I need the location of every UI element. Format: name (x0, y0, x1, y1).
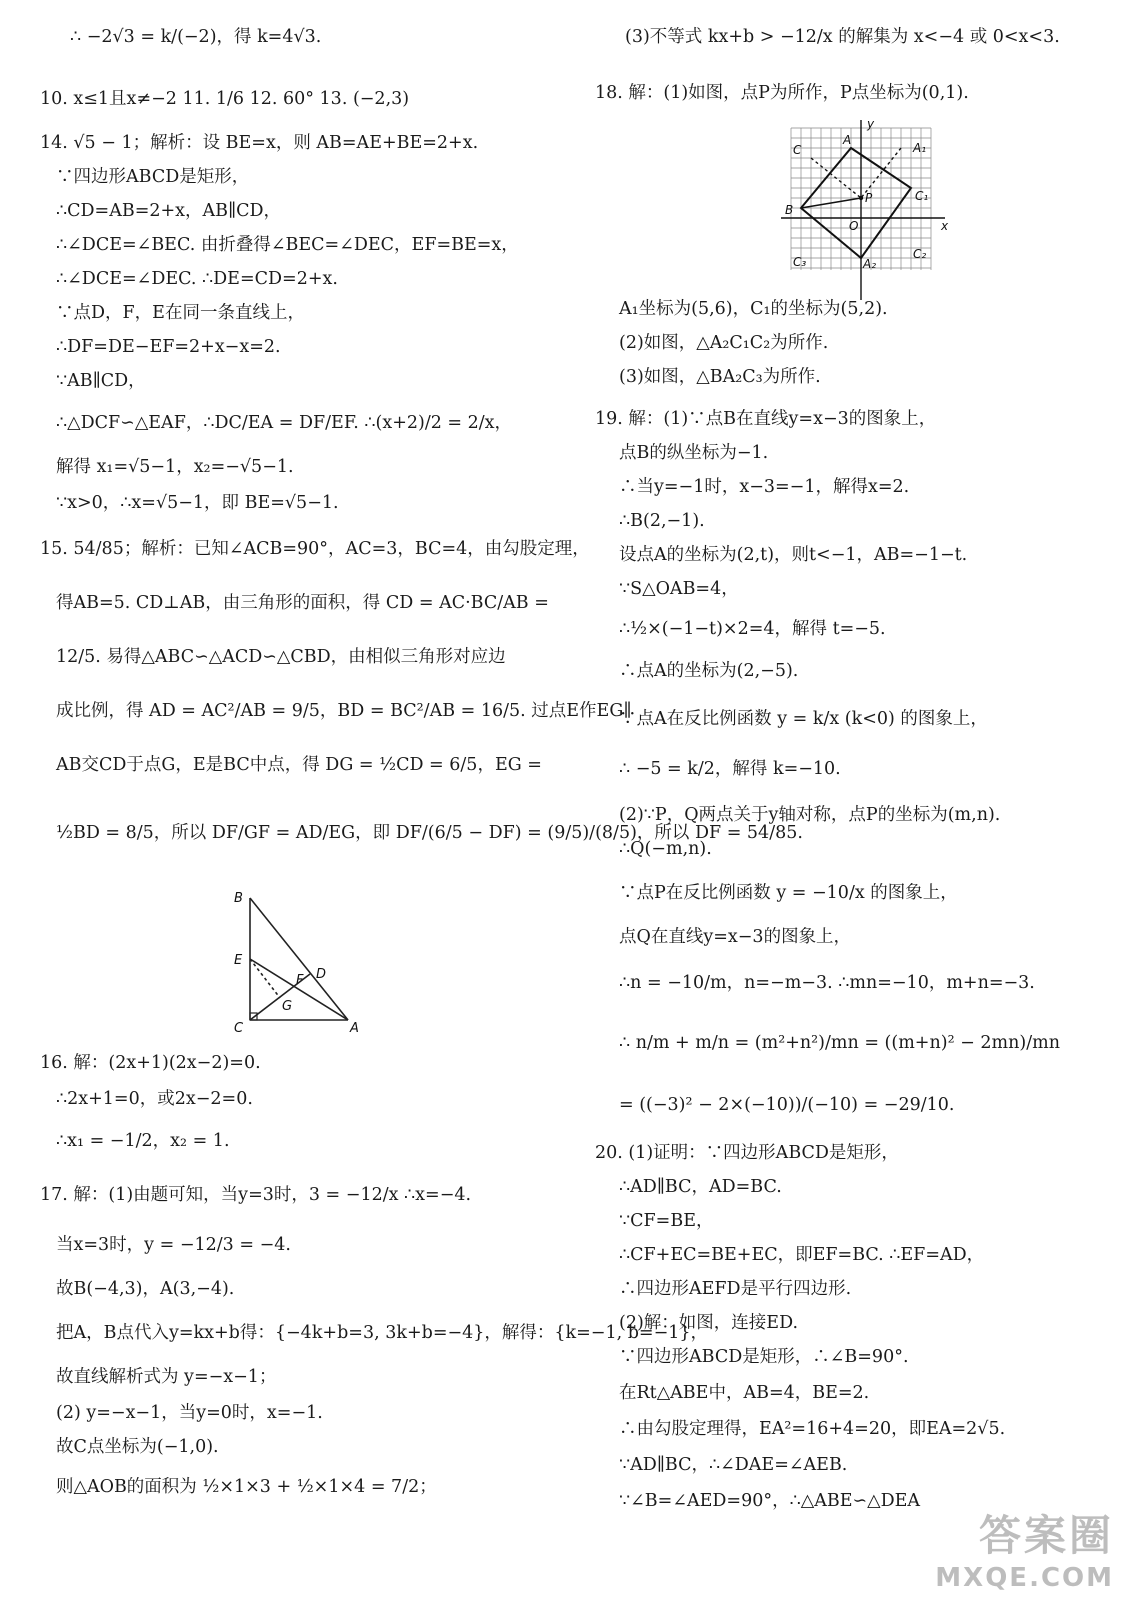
label-d: D (316, 967, 327, 982)
answer-15-heading: 15. 54/85；解析：已知∠ACB=90°，AC=3，BC=4，由勾股定理， (40, 539, 590, 559)
label-y: y (867, 117, 875, 131)
text-line: ∴CD=AB=2+x，AB∥CD， (56, 201, 282, 221)
label-c: C (793, 143, 802, 157)
text-line: ∴AD∥BC，AD=BC. (619, 1177, 782, 1197)
text-line: ∵点D，F，E在同一条直线上， (56, 303, 305, 323)
label-c3: C₃ (793, 255, 807, 269)
text-line: 故直线解析式为 y=−x−1； (56, 1367, 277, 1387)
text-line: ∴B(2,−1). (619, 511, 705, 531)
label-p: P (865, 191, 873, 205)
text-line: ∴x₁ = −1/2，x₂ = 1. (56, 1131, 230, 1151)
text-line: ∴½×(−1−t)×2=4，解得 t=−5. (619, 619, 886, 639)
label-e: E (234, 953, 243, 968)
label-b: B (234, 891, 243, 906)
text-line: ∵S△OAB=4， (619, 579, 739, 599)
answer-16-heading: 16. 解：(2x+1)(2x−2)=0. (40, 1053, 261, 1073)
text-line: (3)如图，△BA₂C₃为所作. (619, 367, 821, 387)
label-x: x (941, 219, 949, 233)
segment-eg (250, 959, 280, 998)
text-line: ∵CF=BE， (619, 1211, 714, 1231)
figure-15 (230, 886, 370, 1036)
text-line: AB交CD于点G，E是BC中点，得 DG = ½CD = 6/5，EG = (56, 755, 542, 775)
text-line: ∵AB∥CD， (56, 371, 146, 391)
text-line: ∴2x+1=0，或2x−2=0. (56, 1089, 253, 1109)
text-line: ∵∠B=∠AED=90°，∴△ABE∽△DEA (619, 1491, 921, 1511)
text-line: ∴ n/m + m/n = (m²+n²)/mn = ((m+n)² − 2mn)/mn (619, 1033, 1060, 1053)
label-o: O (849, 219, 859, 233)
label-a: A (843, 133, 852, 147)
quadrilateral (801, 148, 911, 258)
watermark-title: 答案圈 (978, 1511, 1114, 1560)
text-line: (3)不等式 kx+b > −12/x 的解集为 x<−4 或 0<x<3. (625, 27, 1060, 47)
text-line: ∴CF+EC=BE+EC，即EF=BC. ∴EF=AD， (619, 1245, 985, 1265)
label-a1: A₁ (913, 141, 927, 155)
text-line: 则△AOB的面积为 ½×1×3 + ½×1×4 = 7/2； (56, 1477, 437, 1497)
text-line: 点B的纵坐标为−1. (619, 443, 769, 463)
text-line: ∵四边形ABCD是矩形，∴∠B=90°. (619, 1347, 909, 1367)
text-line: 解得 x₁=√5−1，x₂=−√5−1. (56, 457, 294, 477)
label-b: B (785, 203, 794, 217)
text-line: 当x=3时，y = −12/3 = −4. (56, 1235, 291, 1255)
text-line: ∵点P在反比例函数 y = −10/x 的图象上， (619, 883, 958, 903)
text-line: ∴当y=−1时，x−3=−1，解得x=2. (619, 477, 910, 497)
point-p (859, 196, 863, 200)
text-line: (2)∵P，Q两点关于y轴对称，点P的坐标为(m,n). (619, 805, 1001, 825)
figure-18-grid (775, 110, 955, 306)
text-line: ∵点A在反比例函数 y = k/x (k<0) 的图象上， (619, 709, 988, 729)
text-line: ∵x>0，∴x=√5−1，即 BE=√5−1. (56, 493, 339, 513)
answer-18-heading: 18. 解：(1)如图，点P为所作，P点坐标为(0,1). (595, 83, 969, 103)
label-g: G (282, 999, 293, 1014)
text-line: ∴点A的坐标为(2,−5). (619, 661, 799, 681)
text-line: 故B(−4,3)，A(3,−4). (56, 1279, 235, 1299)
label-c1: C₁ (915, 189, 929, 203)
text-line: ∴∠DCE=∠BEC. 由折叠得∠BEC=∠DEC，EF=BE=x， (56, 235, 519, 255)
label-f: F (296, 973, 304, 988)
text-line: 得AB=5. CD⊥AB，由三角形的面积，得 CD = AC·BC/AB = (56, 593, 549, 613)
label-a: A (350, 1021, 359, 1036)
text-line: = ((−3)² − 2×(−10))/(−10) = −29/10. (619, 1095, 955, 1115)
label-c: C (234, 1021, 244, 1036)
text-line: 故C点坐标为(−1,0). (56, 1437, 219, 1457)
text-line: 把A，B点代入y=kx+b得：{−4k+b=3, 3k+b=−4}，解得：{k=−1, b=−1}， (56, 1323, 709, 1343)
segment-ea (250, 959, 348, 1020)
text-line: 12/5. 易得△ABC∽△ACD∽△CBD，由相似三角形对应边 (56, 647, 506, 667)
segment-ba (250, 898, 348, 1020)
text-line: ½BD = 8/5，所以 DF/GF = AD/EG，即 DF/(6/5 − DF) = (9/5)/(8/5)，所以 DF = 54/85. (56, 823, 803, 843)
text-line: ∴DF=DE−EF=2+x−x=2. (56, 337, 281, 357)
text-line: 成比例，得 AD = AC²/AB = 9/5，BD = BC²/AB = 16/5. 过点E作EG∥ (56, 701, 632, 721)
text-line: ∴ −5 = k/2，解得 k=−10. (619, 759, 841, 779)
text-line: (2)解：如图，连接ED. (619, 1313, 799, 1333)
text-line: 设点A的坐标为(2,t)，则t<−1，AB=−1−t. (619, 545, 968, 565)
text-line: (2) y=−x−1，当y=0时，x=−1. (56, 1403, 323, 1423)
answer-20-heading: 20. (1)证明：∵四边形ABCD是矩形， (595, 1143, 899, 1163)
text-line: (2)如图，△A₂C₁C₂为所作. (619, 333, 829, 353)
text-line: ∴四边形AEFD是平行四边形. (619, 1279, 852, 1299)
text-line: ∵AD∥BC，∴∠DAE=∠AEB. (619, 1455, 848, 1475)
label-a2: A₂ (863, 257, 877, 271)
text-line: ∴△DCF∽△EAF，∴DC/EA = DF/EF. ∴(x+2)/2 = 2/x， (56, 413, 513, 433)
answer-10-13: 10. x≤1且x≠−2 11. 1/6 12. 60° 13. (−2,3) (40, 89, 410, 109)
text-line: ∴由勾股定理得，EA²=16+4=20，即EA=2√5. (619, 1419, 1006, 1439)
watermark-url: MXQE.COM (935, 1563, 1114, 1593)
answer-17-heading: 17. 解：(1)由题可知，当y=3时，3 = −12/x ∴x=−4. (40, 1185, 472, 1205)
text-line: ∴n = −10/m，n=−m−3. ∴mn=−10，m+n=−3. (619, 973, 1035, 993)
text-line: ∵四边形ABCD是矩形， (56, 167, 250, 187)
text-line: ∴∠DCE=∠DEC. ∴DE=CD=2+x. (56, 269, 338, 289)
text-line: A₁坐标为(5,6)，C₁的坐标为(5,2). (619, 299, 888, 319)
label-c2: C₂ (913, 247, 927, 261)
answer-19-heading: 19. 解：(1)∵点B在直线y=x−3的图象上， (595, 409, 937, 429)
text-line: ∴Q(−m,n). (619, 839, 712, 859)
text-line: 点Q在直线y=x−3的图象上， (619, 927, 852, 947)
text-line: ∴ −2√3 = k/(−2)，得 k=4√3. (70, 27, 322, 47)
text-line: 在Rt△ABE中，AB=4，BE=2. (619, 1383, 870, 1403)
watermark (935, 1503, 1114, 1593)
answer-14-heading: 14. √5 − 1；解析：设 BE=x，则 AB=AE+BE=2+x. (40, 133, 479, 153)
